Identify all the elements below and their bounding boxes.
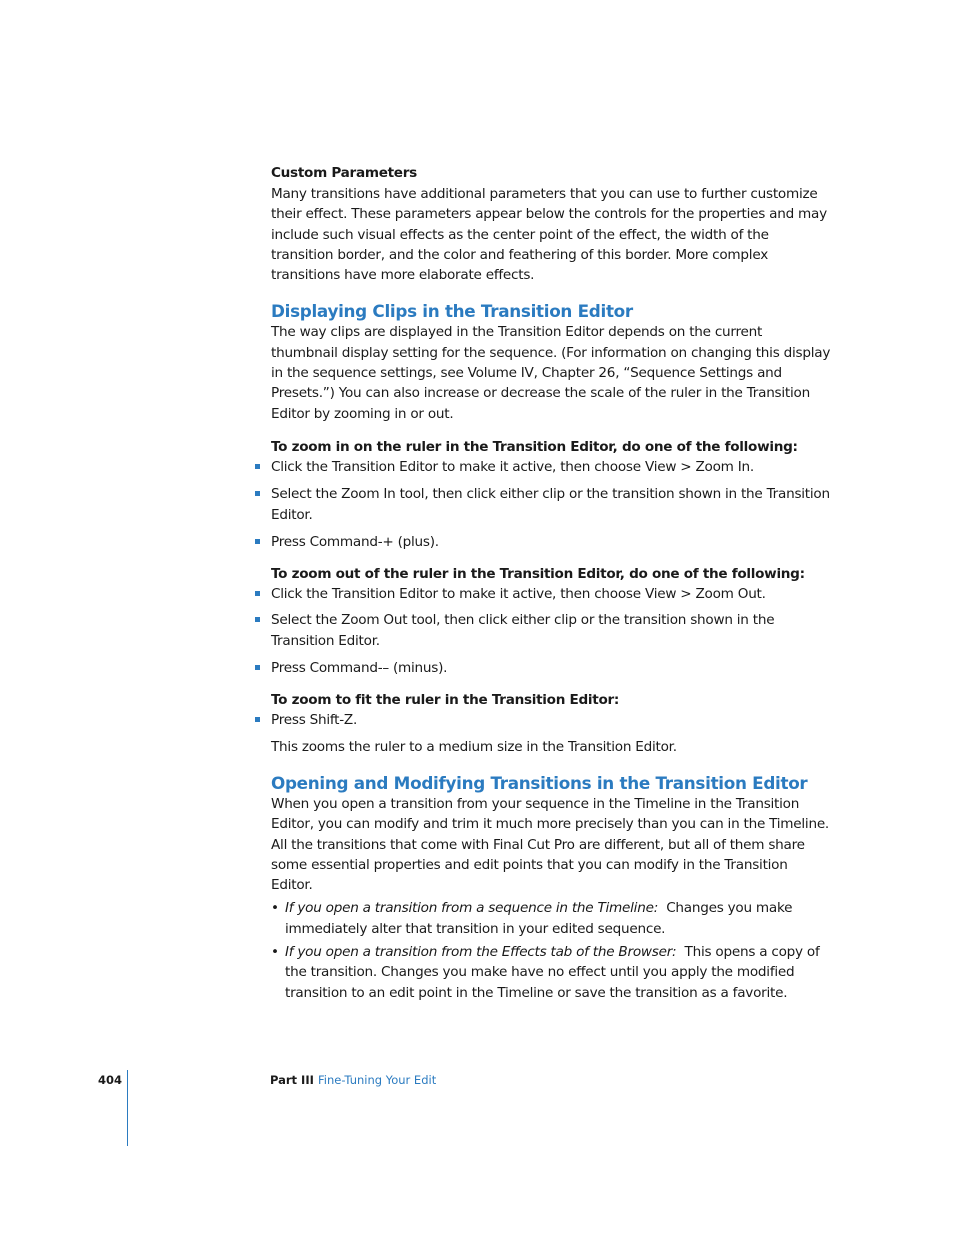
list-item: Press Shift-Z. (271, 710, 831, 730)
footer-part: Part III (270, 1073, 314, 1087)
list-item: Click the Transition Editor to make it active, then choose View > Zoom Out. (271, 584, 831, 604)
zoom-out-heading: To zoom out of the ruler in the Transition Editor, do one of the following: (271, 566, 805, 583)
displaying-clips-body: The way clips are displayed in the Transition Editor depends on the current thumbnail display setting for the sequence. (For information on changing this display in the sequence settings, see Volume IV, Chapter 26, “Sequence Settings and Presets.”) You can also increase or decrease the scale of the ruler in the Transition Editor by zooming in or out. (271, 324, 831, 422)
list-item: Select the Zoom Out tool, then click either clip or the transition shown in the Transition Editor. (271, 610, 831, 651)
footer-divider (127, 1070, 128, 1146)
zoom-fit-note: This zooms the ruler to a medium size in the Transition Editor. (271, 738, 677, 755)
bullet-square-icon (255, 491, 260, 496)
bullet-dot-icon: • (271, 900, 279, 917)
page-content (271, 163, 831, 1003)
list-item: • If you open a transition from a sequence in the Timeline: Changes you make immediately alter that transition in your edited sequence. (271, 900, 793, 937)
bullet-square-icon (255, 617, 260, 622)
page-number: 404 (98, 1073, 123, 1087)
list-item: Press Command-+ (plus). (271, 532, 831, 552)
bullet-square-icon (255, 591, 260, 596)
displaying-clips-heading: Displaying Clips in the Transition Editor (271, 301, 633, 322)
bullet-square-icon (255, 539, 260, 544)
bullet-square-icon (255, 464, 260, 469)
bullet-square-icon (255, 717, 260, 722)
opening-transitions-body: When you open a transition from your sequence in the Timeline in the Transition Editor, you can modify and trim it much more precisely than you can in the Timeline. All the transitions that come with Final Cut Pro are different, but all of them share some essential properties and edit points that you can modify in the Transition Editor. (271, 795, 830, 894)
list-item: Click the Transition Editor to make it active, then choose View > Zoom In. (271, 457, 831, 477)
list-item: • If you open a transition from the Effects tab of the Browser: This opens a copy of the transition. Changes you make have no effect until you apply the modified transition to an edit point in the Timeline or save the transition as a favorite. (271, 944, 820, 1001)
opening-transitions-heading: Opening and Modifying Transitions in the Transition Editor (271, 772, 808, 793)
custom-parameters-body: Many transitions have additional parameters that you can use to further customize their effect. These parameters appear below the controls for the properties and may include such visual effects as the center point of the effect, the width of the transition border, and the color and feathering of this border. More complex transitions have more elaborate effects. (271, 186, 827, 284)
list-item: Press Command-– (minus). (271, 658, 831, 678)
footer-chapter: Fine-Tuning Your Edit (318, 1073, 437, 1087)
list-item: Select the Zoom In tool, then click either clip or the transition shown in the Transition Editor. (271, 484, 831, 525)
bullet-square-icon (255, 665, 260, 670)
custom-parameters-heading: Custom Parameters (271, 165, 417, 181)
zoom-fit-heading: To zoom to fit the ruler in the Transition Editor: (271, 692, 620, 709)
zoom-in-heading: To zoom in on the ruler in the Transition Editor, do one of the following: (271, 438, 798, 455)
bullet-dot-icon: • (271, 944, 279, 961)
